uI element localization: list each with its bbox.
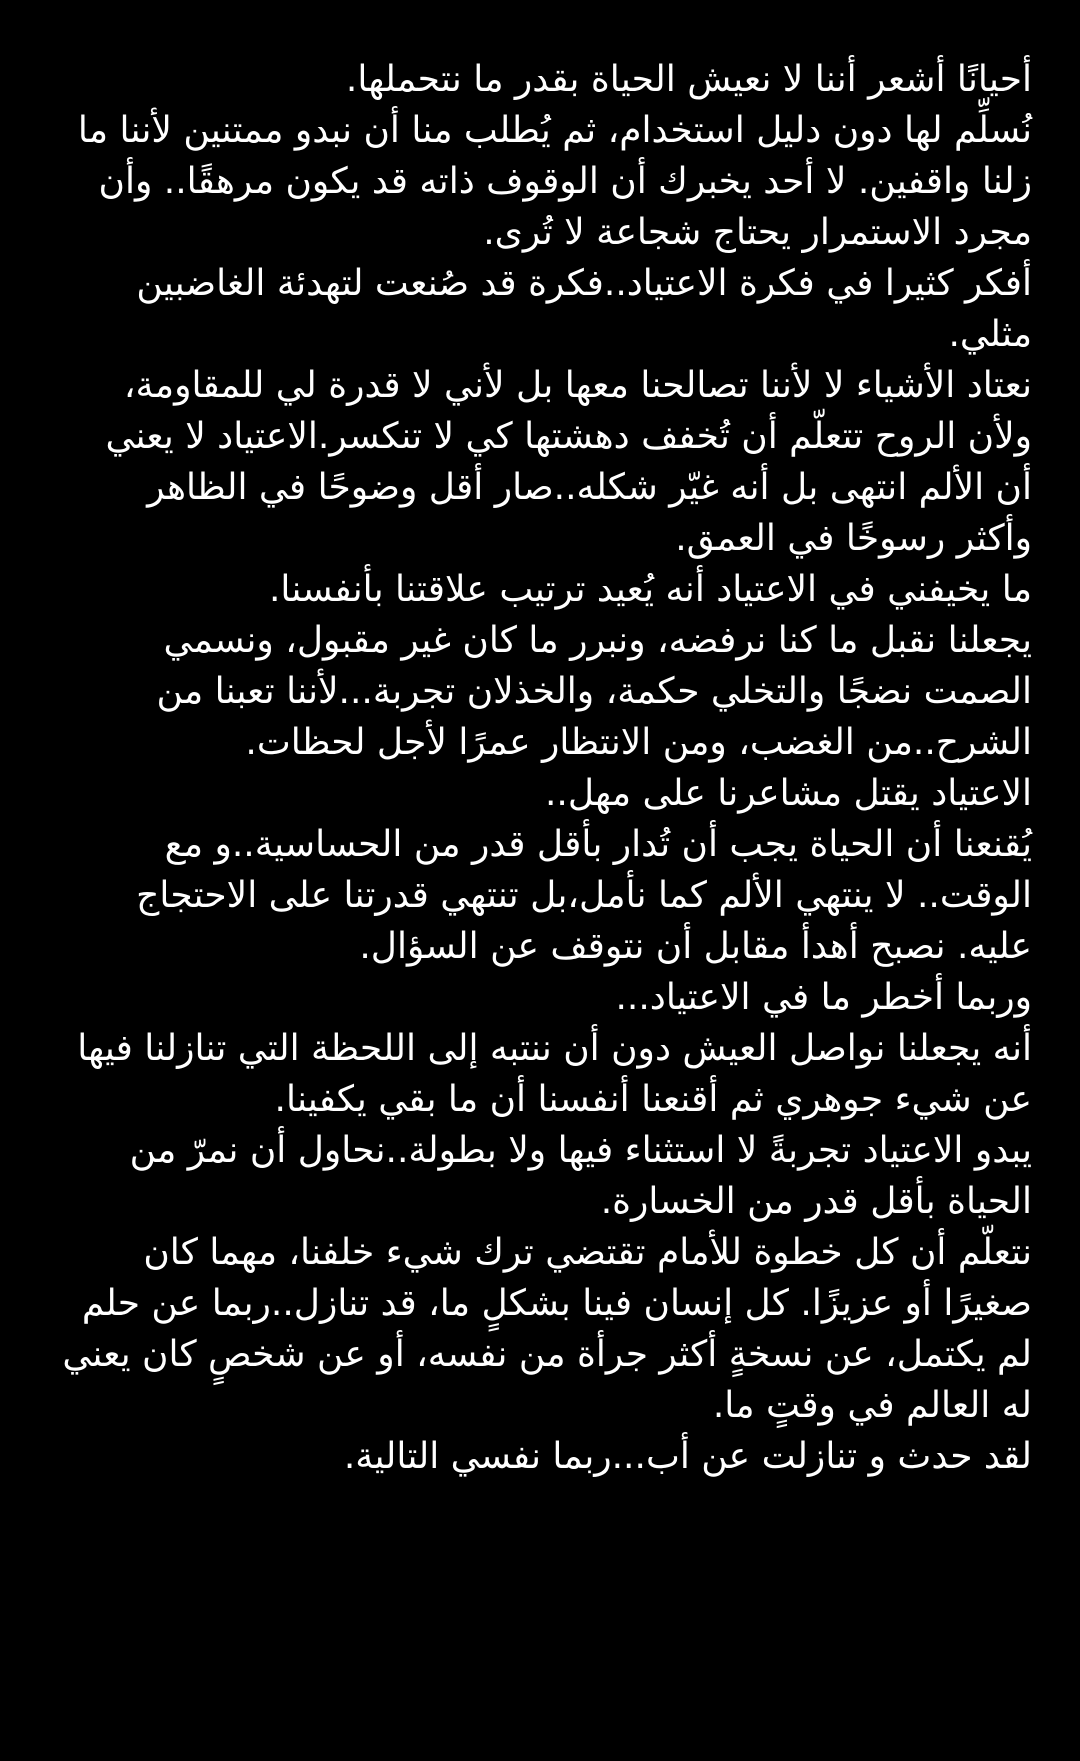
note-paragraph-11: يبدو الاعتياد تجربةً لا استثناء فيها ولا بطولة..نحاول أن نمرّ من الحياة بأقل قدر من الخسارة. [129,1130,1032,1222]
note-paragraph-2: نُسلِّم لها دون دليل استخدام، ثم يُطلب منا أن نبدو ممتنين لأننا ما زلنا واقفين. لا أحد يخبرك أن الوقوف ذاته قد يكون مرهقًا.. وأن مجرد الاستمرار يحتاج شجاعة لا تُرى. [77,110,1032,253]
note-body [62,54,1032,1482]
note-paragraph-12: نتعلّم أن كل خطوة للأمام تقتضي ترك شيء خلفنا، مهما كان صغيرًا أو عزيزًا. كل إنسان فينا بشكلٍ ما، قد تنازل..ربما عن حلم لم يكتمل، عن نسخةٍ أكثر جرأة من نفسه، أو عن شخصٍ كان يعني له العالم في وقتٍ ما. [62,1232,1032,1426]
note-paragraph-8: يُقنعنا أن الحياة يجب أن تُدار بأقل قدر من الحساسية..و مع الوقت.. لا ينتهي الألم كما نأمل،بل تنتهي قدرتنا على الاحتجاج عليه. نصبح أهدأ مقابل أن نتوقف عن السؤال. [136,824,1032,967]
note-paragraph-3: أفكر كثيرا في فكرة الاعتياد..فكرة قد صُنعت لتهدئة الغاضبين مثلي. [136,263,1032,355]
note-paragraph-10: أنه يجعلنا نواصل العيش دون أن ننتبه إلى اللحظة التي تنازلنا فيها عن شيء جوهري ثم أقنعنا أنفسنا أن ما بقي يكفينا. [77,1028,1032,1120]
note-paragraph-6: يجعلنا نقبل ما كنا نرفضه، ونبرر ما كان غير مقبول، ونسمي الصمت نضجًا والتخلي حكمة، والخذلان تجربة...لأننا تعبنا من الشرح..من الغضب، ومن الانتظار عمرًا لأجل لحظات. [156,620,1032,763]
note-paragraph-5: ما يخيفني في الاعتياد أنه يُعيد ترتيب علاقتنا بأنفسنا. [268,569,1032,610]
note-paragraph-7: الاعتياد يقتل مشاعرنا على مهل.. [544,773,1032,814]
note-paragraph-4: نعتاد الأشياء لا لأننا تصالحنا معها بل لأني لا قدرة لي للمقاومة، ولأن الروح تتعلّم أن تُخفف دهشتها كي لا تنكسر.الاعتياد لا يعني أن الألم انتهى بل أنه غيّر شكله..صار أقل وضوحًا في الظاهر وأكثر رسوخًا في العمق. [105,365,1032,559]
note-paragraph-9: وربما أخطر ما في الاعتياد... [615,977,1032,1018]
note-paragraph-1: أحيانًا أشعر أننا لا نعيش الحياة بقدر ما نتحملها. [345,59,1032,100]
note-paragraph-13: لقد حدث و تنازلت عن أب...ربما نفسي التالية. [343,1436,1032,1477]
